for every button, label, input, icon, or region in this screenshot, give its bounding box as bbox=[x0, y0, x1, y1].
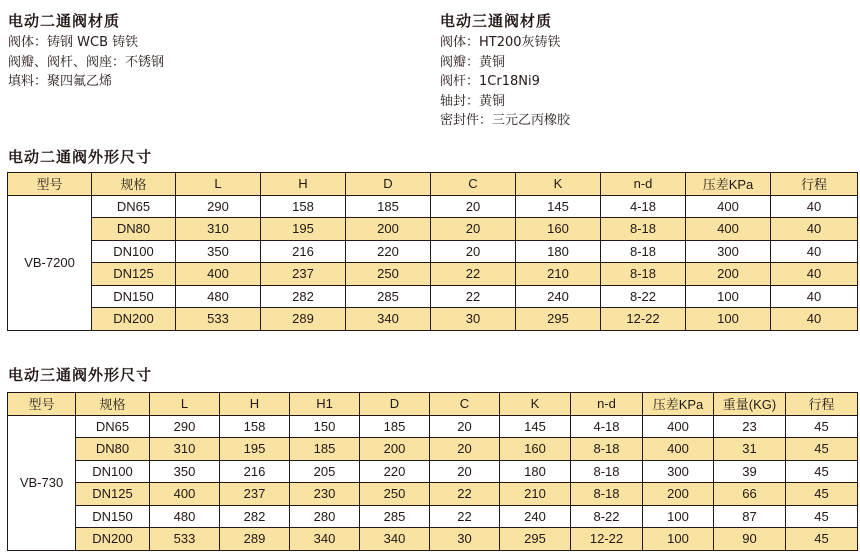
table-cell: 237 bbox=[220, 483, 290, 506]
table-cell: 282 bbox=[261, 285, 346, 308]
table-cell: 533 bbox=[150, 528, 220, 551]
table-row bbox=[8, 240, 858, 263]
table-cell: 39 bbox=[714, 460, 786, 483]
header-cell: 规格 bbox=[92, 173, 176, 196]
table-cell: 100 bbox=[643, 528, 714, 551]
table-cell: 40 bbox=[771, 308, 858, 331]
table-cell: 220 bbox=[346, 240, 431, 263]
table-cell: 185 bbox=[360, 415, 430, 438]
two-way-material-title: 电动二通阀材质 bbox=[8, 12, 121, 30]
table-cell: DN100 bbox=[76, 460, 150, 483]
table-cell: 237 bbox=[261, 263, 346, 286]
table-cell: 22 bbox=[431, 285, 516, 308]
header-cell: 型号 bbox=[8, 173, 92, 196]
table-cell: 45 bbox=[786, 415, 858, 438]
table-row bbox=[8, 460, 858, 483]
header-cell: C bbox=[431, 173, 516, 196]
model-cell: VB-730 bbox=[8, 415, 76, 550]
two-way-material-block bbox=[8, 12, 164, 92]
table-cell: 240 bbox=[516, 285, 601, 308]
table-cell: 285 bbox=[360, 505, 430, 528]
table-cell: 8-18 bbox=[571, 483, 643, 506]
table-cell: 158 bbox=[220, 415, 290, 438]
table-cell: 8-22 bbox=[571, 505, 643, 528]
table-cell: 310 bbox=[176, 218, 261, 241]
three-way-table-title: 电动三通阀外形尺寸 bbox=[8, 366, 153, 384]
table-row bbox=[8, 528, 858, 551]
table-row bbox=[8, 195, 858, 218]
header-cell: n-d bbox=[601, 173, 686, 196]
table-cell: 533 bbox=[176, 308, 261, 331]
header-cell: H bbox=[220, 393, 290, 416]
table-cell: 4-18 bbox=[601, 195, 686, 218]
table-cell: 30 bbox=[431, 308, 516, 331]
table-cell: 8-22 bbox=[601, 285, 686, 308]
table-cell: DN80 bbox=[76, 438, 150, 461]
table-cell: 400 bbox=[643, 415, 714, 438]
table-cell: DN200 bbox=[76, 528, 150, 551]
table-row bbox=[8, 415, 858, 438]
table-cell: 210 bbox=[500, 483, 571, 506]
table-cell: 66 bbox=[714, 483, 786, 506]
table-cell: 40 bbox=[771, 218, 858, 241]
three-way-material-title: 电动三通阀材质 bbox=[440, 12, 553, 30]
header-cell: D bbox=[346, 173, 431, 196]
table-cell: 200 bbox=[346, 218, 431, 241]
table-cell: 160 bbox=[500, 438, 571, 461]
table-cell: 40 bbox=[771, 285, 858, 308]
table-cell: 45 bbox=[786, 483, 858, 506]
table-row bbox=[8, 218, 858, 241]
table-cell: 40 bbox=[771, 195, 858, 218]
table-cell: 180 bbox=[516, 240, 601, 263]
table-cell: 100 bbox=[643, 505, 714, 528]
three-way-material-line: 阀体：HT200灰铸铁 bbox=[440, 35, 561, 50]
table-cell: 100 bbox=[686, 308, 771, 331]
header-cell: 压差KPa bbox=[643, 393, 714, 416]
header-cell: K bbox=[516, 173, 601, 196]
table-cell: 31 bbox=[714, 438, 786, 461]
two-way-material-line: 阀体：铸钢 WCB 铸铁 bbox=[8, 35, 139, 50]
table-cell: DN65 bbox=[76, 415, 150, 438]
table-cell: 8-18 bbox=[571, 438, 643, 461]
table-cell: 87 bbox=[714, 505, 786, 528]
table-cell: 250 bbox=[346, 263, 431, 286]
table-cell: 45 bbox=[786, 505, 858, 528]
table-cell: DN100 bbox=[92, 240, 176, 263]
table-cell: 290 bbox=[150, 415, 220, 438]
header-cell: K bbox=[500, 393, 571, 416]
table-cell: 180 bbox=[500, 460, 571, 483]
header-cell: L bbox=[150, 393, 220, 416]
table-cell: 12-22 bbox=[601, 308, 686, 331]
table-cell: 145 bbox=[516, 195, 601, 218]
three-way-material-line: 轴封：黄铜 bbox=[440, 93, 506, 109]
table-cell: 300 bbox=[686, 240, 771, 263]
table-cell: 295 bbox=[516, 308, 601, 331]
header-cell: 规格 bbox=[76, 393, 150, 416]
table-cell: 22 bbox=[430, 505, 500, 528]
table-cell: 282 bbox=[220, 505, 290, 528]
table-cell: 145 bbox=[500, 415, 571, 438]
table-cell: 22 bbox=[430, 483, 500, 506]
table-cell: 400 bbox=[686, 195, 771, 218]
table-cell: 20 bbox=[430, 438, 500, 461]
table-cell: 195 bbox=[220, 438, 290, 461]
table-cell: 200 bbox=[686, 263, 771, 286]
table-cell: 90 bbox=[714, 528, 786, 551]
table-cell: 160 bbox=[516, 218, 601, 241]
table-cell: 45 bbox=[786, 460, 858, 483]
header-cell: n-d bbox=[571, 393, 643, 416]
table-cell: 400 bbox=[686, 218, 771, 241]
table-cell: 20 bbox=[430, 415, 500, 438]
table-cell: 310 bbox=[150, 438, 220, 461]
table-cell: 8-18 bbox=[601, 240, 686, 263]
header-cell: 重量(KG) bbox=[714, 393, 786, 416]
three-way-material-line: 阀杆：1Cr18Ni9 bbox=[440, 74, 540, 89]
two-way-material-line: 阀瓣、阀杆、阀座：不锈钢 bbox=[8, 54, 165, 70]
table-cell: DN200 bbox=[92, 308, 176, 331]
table-cell: 230 bbox=[290, 483, 360, 506]
table-cell: 12-22 bbox=[571, 528, 643, 551]
table-cell: 4-18 bbox=[571, 415, 643, 438]
table-row bbox=[8, 263, 858, 286]
two-way-material-line: 填料：聚四氟乙烯 bbox=[8, 74, 113, 89]
table-cell: 400 bbox=[643, 438, 714, 461]
table-cell: 30 bbox=[430, 528, 500, 551]
header-cell: H bbox=[261, 173, 346, 196]
table-cell: DN65 bbox=[92, 195, 176, 218]
table-cell: DN150 bbox=[76, 505, 150, 528]
table-cell: 400 bbox=[150, 483, 220, 506]
table-cell: 300 bbox=[643, 460, 714, 483]
table-cell: DN125 bbox=[76, 483, 150, 506]
table-cell: 150 bbox=[290, 415, 360, 438]
three-way-material-line: 阀瓣：黄铜 bbox=[440, 54, 506, 70]
table-cell: 289 bbox=[220, 528, 290, 551]
table-row bbox=[8, 483, 858, 506]
table-cell: 20 bbox=[431, 195, 516, 218]
table-row bbox=[8, 308, 858, 331]
table-cell: 480 bbox=[176, 285, 261, 308]
table-cell: DN125 bbox=[92, 263, 176, 286]
table-cell: 216 bbox=[220, 460, 290, 483]
table-cell: DN150 bbox=[92, 285, 176, 308]
two-way-dimension-table bbox=[7, 172, 858, 331]
table-cell: 23 bbox=[714, 415, 786, 438]
header-cell: 型号 bbox=[8, 393, 76, 416]
table-cell: 400 bbox=[176, 263, 261, 286]
header-cell: 行程 bbox=[771, 173, 858, 196]
three-way-dimension-table bbox=[7, 392, 858, 551]
table-cell: 20 bbox=[430, 460, 500, 483]
table-cell: 45 bbox=[786, 528, 858, 551]
table-cell: 340 bbox=[360, 528, 430, 551]
header-cell: C bbox=[430, 393, 500, 416]
table-cell: 158 bbox=[261, 195, 346, 218]
table-row bbox=[8, 285, 858, 308]
header-cell: D bbox=[360, 393, 430, 416]
table-cell: 205 bbox=[290, 460, 360, 483]
table-cell: 200 bbox=[643, 483, 714, 506]
table-cell: 200 bbox=[360, 438, 430, 461]
table-row bbox=[8, 438, 858, 461]
header-cell: L bbox=[176, 173, 261, 196]
table-cell: 8-18 bbox=[571, 460, 643, 483]
table-cell: 8-18 bbox=[601, 218, 686, 241]
table-cell: 210 bbox=[516, 263, 601, 286]
table-cell: 250 bbox=[360, 483, 430, 506]
table-cell: 20 bbox=[431, 218, 516, 241]
table-cell: 290 bbox=[176, 195, 261, 218]
table-cell: 40 bbox=[771, 240, 858, 263]
header-cell: H1 bbox=[290, 393, 360, 416]
table-header-row bbox=[8, 173, 858, 196]
table-cell: DN80 bbox=[92, 218, 176, 241]
table-cell: 216 bbox=[261, 240, 346, 263]
header-cell: 行程 bbox=[786, 393, 858, 416]
table-cell: 220 bbox=[360, 460, 430, 483]
table-cell: 480 bbox=[150, 505, 220, 528]
table-cell: 285 bbox=[346, 285, 431, 308]
model-cell: VB-7200 bbox=[8, 195, 92, 330]
two-way-table-title: 电动二通阀外形尺寸 bbox=[8, 148, 153, 166]
table-cell: 240 bbox=[500, 505, 571, 528]
table-header-row bbox=[8, 393, 858, 416]
three-way-material-line: 密封件：三元乙丙橡胶 bbox=[440, 113, 571, 128]
table-cell: 195 bbox=[261, 218, 346, 241]
table-cell: 340 bbox=[290, 528, 360, 551]
table-cell: 22 bbox=[431, 263, 516, 286]
three-way-material-block bbox=[440, 12, 570, 131]
header-cell: 压差KPa bbox=[686, 173, 771, 196]
table-cell: 40 bbox=[771, 263, 858, 286]
table-cell: 340 bbox=[346, 308, 431, 331]
table-cell: 289 bbox=[261, 308, 346, 331]
table-cell: 20 bbox=[431, 240, 516, 263]
table-cell: 45 bbox=[786, 438, 858, 461]
table-cell: 350 bbox=[176, 240, 261, 263]
table-cell: 185 bbox=[290, 438, 360, 461]
table-cell: 8-18 bbox=[601, 263, 686, 286]
table-cell: 100 bbox=[686, 285, 771, 308]
table-cell: 350 bbox=[150, 460, 220, 483]
table-row bbox=[8, 505, 858, 528]
table-cell: 295 bbox=[500, 528, 571, 551]
table-cell: 185 bbox=[346, 195, 431, 218]
table-cell: 280 bbox=[290, 505, 360, 528]
